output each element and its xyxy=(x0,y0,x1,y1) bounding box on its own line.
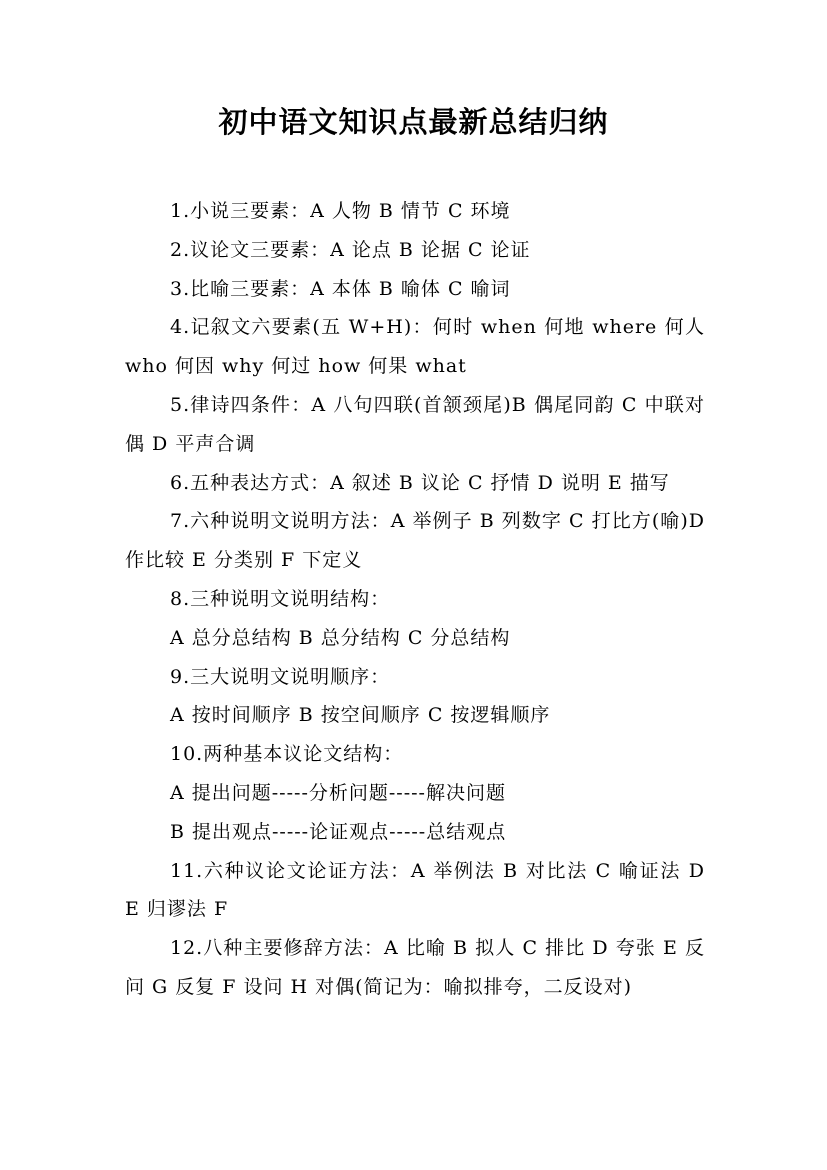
paragraph-9: A 总分总结构 B 总分结构 C 分总结构 xyxy=(170,626,511,649)
paragraph-13: A 提出问题-----分析问题-----解决问题 xyxy=(170,781,506,804)
paragraph-14: B 提出观点-----论证观点-----总结观点 xyxy=(170,820,507,843)
paragraph-4: 4.记叙文六要素(五 W+H)：何时 when 何地 where 何人 who 何因 why 何过 how 何果 what xyxy=(125,316,705,378)
document-title: 初中语文知识点最新总结归纳 xyxy=(218,105,609,139)
paragraph-7: 7.六种说明文说明方法：A 举例子 B 列数字 C 打比方(喻)D 作比较 E 分类别 F 下定义 xyxy=(125,510,705,572)
paragraph-10: 9.三大说明文说明顺序： xyxy=(170,665,391,688)
document-body xyxy=(125,192,705,1007)
paragraph-16: 12.八种主要修辞方法：A 比喻 B 拟人 C 排比 D 夸张 E 反问 G 反复 F 设问 H 对偶(简记为：喻拟排夸，二反设对) xyxy=(125,937,705,998)
paragraph-2: 2.议论文三要素：A 论点 B 论据 C 论证 xyxy=(170,238,531,261)
paragraph-11: A 按时间顺序 B 按空间顺序 C 按逻辑顺序 xyxy=(170,704,551,727)
paragraph-3: 3.比喻三要素：A 本体 B 喻体 C 喻词 xyxy=(170,277,511,300)
paragraph-6: 6.五种表达方式：A 叙述 B 议论 C 抒情 D 说明 E 描写 xyxy=(170,471,670,494)
paragraph-12: 10.两种基本议论文结构： xyxy=(170,743,404,766)
paragraph-8: 8.三种说明文说明结构： xyxy=(170,587,391,610)
paragraph-1: 1.小说三要素：A 人物 B 情节 C 环境 xyxy=(170,200,511,222)
paragraph-5: 5.律诗四条件：A 八句四联(首颔颈尾)B 偶尾同韵 C 中联对偶 D 平声合调 xyxy=(125,393,705,455)
paragraph-15: 11.六种议论文论证方法：A 举例法 B 对比法 C 喻证法 D E 归谬法 F xyxy=(125,859,705,921)
